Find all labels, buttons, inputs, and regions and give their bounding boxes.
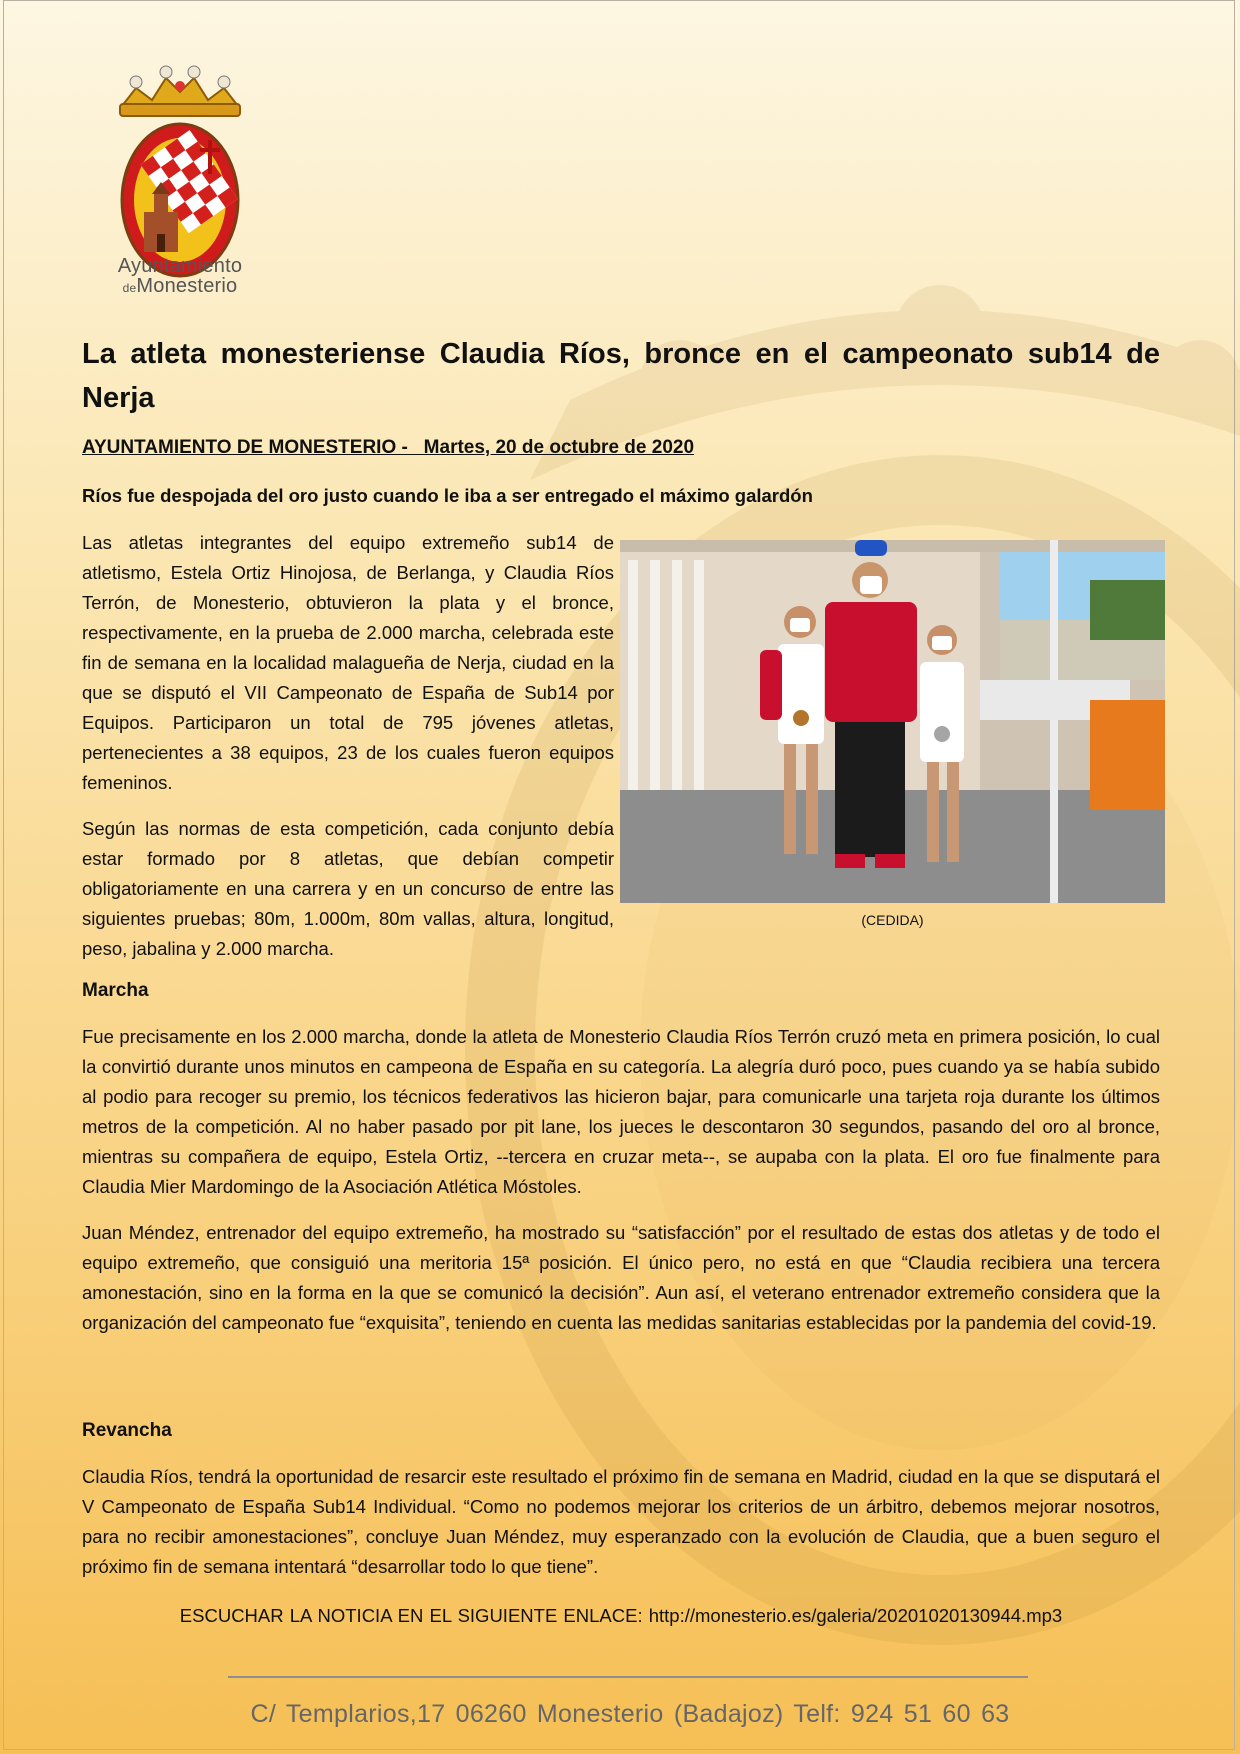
photo-caption: (CEDIDA) [861,912,924,928]
article-subtitle: Ríos fue despojada del oro justo cuando le iba a ser entregado el máximo galardón [82,485,813,506]
revancha-paragraph-1: Claudia Ríos, tendrá la oportunidad de resarcir este resultado el próximo fin de semana en Madrid, ciudad en la que se disputará el V Campeonato de España Sub14 Individual. “Como no podemos mejorar los criterios de un árbitro, debemos mejorar nosotros, para no recibir amonestaciones”, concluye Juan Méndez, muy esperanzado con la evolución de Claudia, que a buen seguro el próximo fin de semana intentará “desarrollar todo lo que tiene”. [82,1466,1160,1577]
section-marcha [82,980,1160,1338]
intro-paragraph-2: Según las normas de esta competición, cada conjunto debía estar formado por 8 atletas, que debían competir obligatoriamente en una carrera y en un concurso de entre las siguientes pruebas; 80m, 1.000m, 80m vallas, altura, longitud, peso, jabalina y 2.000 marcha. [82,818,614,959]
footer-divider [228,1676,1028,1678]
article-byline: AYUNTAMIENTO DE MONESTERIO - Martes, 20 de octubre de 2020 [82,437,695,458]
intro-paragraph-1: Las atletas integrantes del equipo extremeño sub14 de atletismo, Estela Ortiz Hinojosa, de Berlanga, y Claudia Ríos Terrón, de Monesterio, obtuvieron la plata y el bronce, respectivamente, en la prueba de 2.000 marcha, celebrada este fin de semana en la localidad malagueña de Nerja, ciudad en la que se disputó el VII Campeonato de España de Sub14 por Equipos. Participaron un total de 795 jóvenes atletas, pertenecientes a 38 equipos, 23 de los cuales fueron equipos femeninos. [82,532,614,793]
logo-town: Monesterio [136,275,238,297]
marcha-paragraph-2: Juan Méndez, entrenador del equipo extremeño, ha mostrado su “satisfacción” por el resultado de estas dos atletas y de todo el equipo extremeño, que consiguió una meritoria 15ª posición. El único pero, no está en que “Claudia recibiera una tercera amonestación, sino en la forma en la que se comunicó la decisión”. Aun así, el veterano entrenador extremeño considera que la organización del campeonato fue “exquisita”, teniendo en cuenta las medidas sanitarias establecidas por la pandemia del covid-19. [82,1222,1160,1333]
section-revancha [82,1420,1160,1582]
logo-line-2 [100,276,260,298]
logo-prefix: de [122,281,137,295]
intro-column [82,528,614,964]
listen-link-text: ESCUCHAR LA NOTICIA EN EL SIGUIENTE ENLACE: http://monesterio.es/galeria/20201020130944.mp3 [179,1605,1063,1626]
section-heading-revancha: Revancha [82,1420,172,1441]
marcha-paragraph-1: Fue precisamente en los 2.000 marcha, donde la atleta de Monesterio Claudia Ríos Terrón cruzó meta en primera posición, lo cual la convirtió durante unos minutos en campeona de España en su categoría. La alegría duró poco, pues cuando ya se había subido al podio para recoger su premio, los técnicos federativos las hicieron bajar, para comunicarle una tarjeta roja durante los últimos metros de la competición. Al no haber pasado por pit lane, los jueces le descontaron 30 segundos, pasando del oro al bronce, mientras su compañera de equipo, Estela Ortiz, --tercera en cruzar meta--, se aupaba con la plata. El oro fue finalmente para Claudia Mier Mardomingo de la Asociación Atlética Móstoles. [82,1026,1160,1197]
athletes-photo [620,540,1165,903]
section-heading-marcha: Marcha [82,980,149,1001]
logo-caption [100,256,260,298]
logo-line-1: Ayuntamiento [117,255,243,277]
footer-address: C/ Templarios,17 06260 Monesterio (Badajoz) Telf: 924 51 60 63 [250,1700,1010,1728]
article-title: La atleta monesteriense Claudia Ríos, bronce en el campeonato sub14 de Nerja [82,338,1160,414]
